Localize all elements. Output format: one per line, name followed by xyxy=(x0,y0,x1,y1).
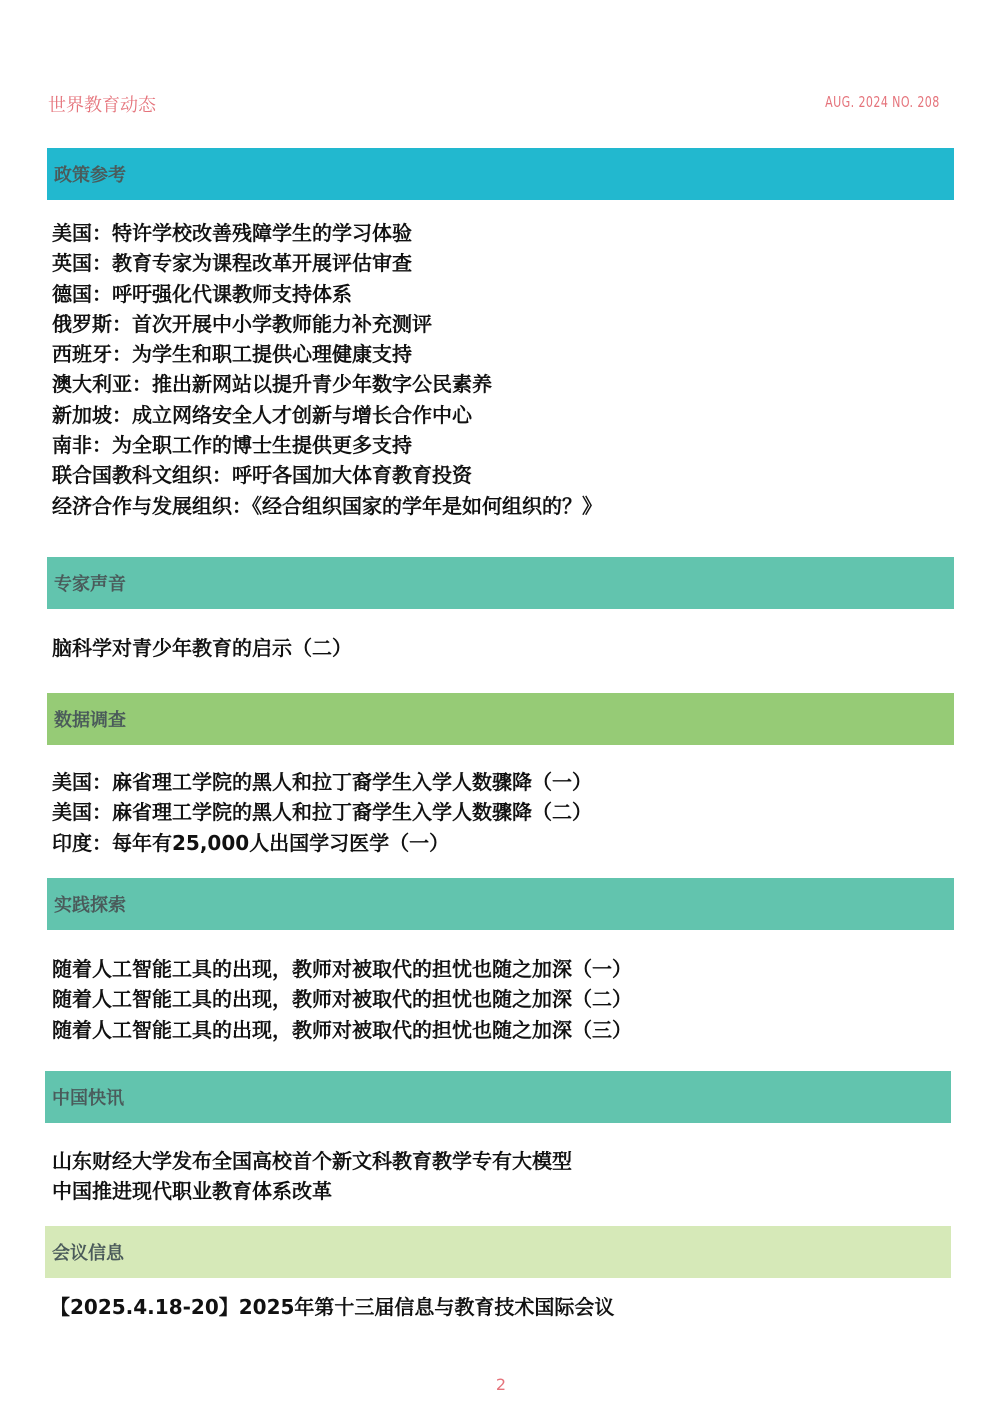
section-heading-practice: 实践探索 xyxy=(47,878,954,930)
china-list xyxy=(52,1146,572,1207)
list-item[interactable]: 中国推进现代职业教育体系改革 xyxy=(52,1179,332,1204)
list-item[interactable]: 新加坡：成立网络安全人才创新与增长合作中心 xyxy=(52,402,472,427)
section-heading-data: 数据调查 xyxy=(47,693,954,745)
list-item[interactable]: 俄罗斯：首次开展中小学教师能力补充测评 xyxy=(52,311,432,336)
list-item[interactable]: 美国：麻省理工学院的黑人和拉丁裔学生入学人数骤降（二） xyxy=(52,800,592,825)
list-item[interactable]: 经济合作与发展组织：《经合组织国家的学年是如何组织的？》 xyxy=(52,493,602,518)
list-item[interactable]: 印度：每年有25,000人出国学习医学（一） xyxy=(52,830,450,855)
list-item[interactable]: 美国：特许学校改善残障学生的学习体验 xyxy=(52,221,412,245)
meeting-list xyxy=(50,1292,614,1322)
list-item[interactable]: 随着人工智能工具的出现，教师对被取代的担忧也随之加深（一） xyxy=(52,957,632,981)
list-item[interactable]: 随着人工智能工具的出现，教师对被取代的担忧也随之加深（三） xyxy=(52,1017,632,1042)
list-item[interactable]: 西班牙：为学生和职工提供心理健康支持 xyxy=(52,342,412,367)
list-item[interactable]: 山东财经大学发布全国高校首个新文科教育教学专有大模型 xyxy=(52,1149,572,1173)
data-list xyxy=(52,767,592,858)
list-item[interactable]: 南非：为全职工作的博士生提供更多支持 xyxy=(52,433,412,458)
expert-list xyxy=(52,633,352,663)
section-heading-policy: 政策参考 xyxy=(47,148,954,200)
section-heading-expert: 专家声音 xyxy=(47,557,954,609)
list-item[interactable]: 随着人工智能工具的出现，教师对被取代的担忧也随之加深（二） xyxy=(52,987,632,1012)
policy-list xyxy=(52,218,602,521)
list-item[interactable]: 英国：教育专家为课程改革开展评估审查 xyxy=(52,251,412,276)
section-heading-china: 中国快讯 xyxy=(45,1071,951,1123)
list-item[interactable]: 脑科学对青少年教育的启示（二） xyxy=(52,636,352,660)
list-item[interactable]: 德国：呼吁强化代课教师支持体系 xyxy=(52,281,352,306)
list-item[interactable]: 澳大利亚：推出新网站以提升青少年数字公民素养 xyxy=(52,372,492,397)
list-item[interactable]: 联合国教科文组织：呼吁各国加大体育教育投资 xyxy=(52,463,472,488)
section-heading-meeting: 会议信息 xyxy=(45,1226,951,1278)
issue-label: AUG. 2024 NO. 208 xyxy=(825,93,940,111)
page-number: 2 xyxy=(495,1375,507,1394)
list-item[interactable]: 美国：麻省理工学院的黑人和拉丁裔学生入学人数骤降（一） xyxy=(52,770,592,794)
publication-title: 世界教育动态 xyxy=(48,95,156,116)
practice-list xyxy=(52,954,632,1045)
list-item[interactable]: 【2025.4.18-20】2025年第十三届信息与教育技术国际会议 xyxy=(50,1295,615,1319)
